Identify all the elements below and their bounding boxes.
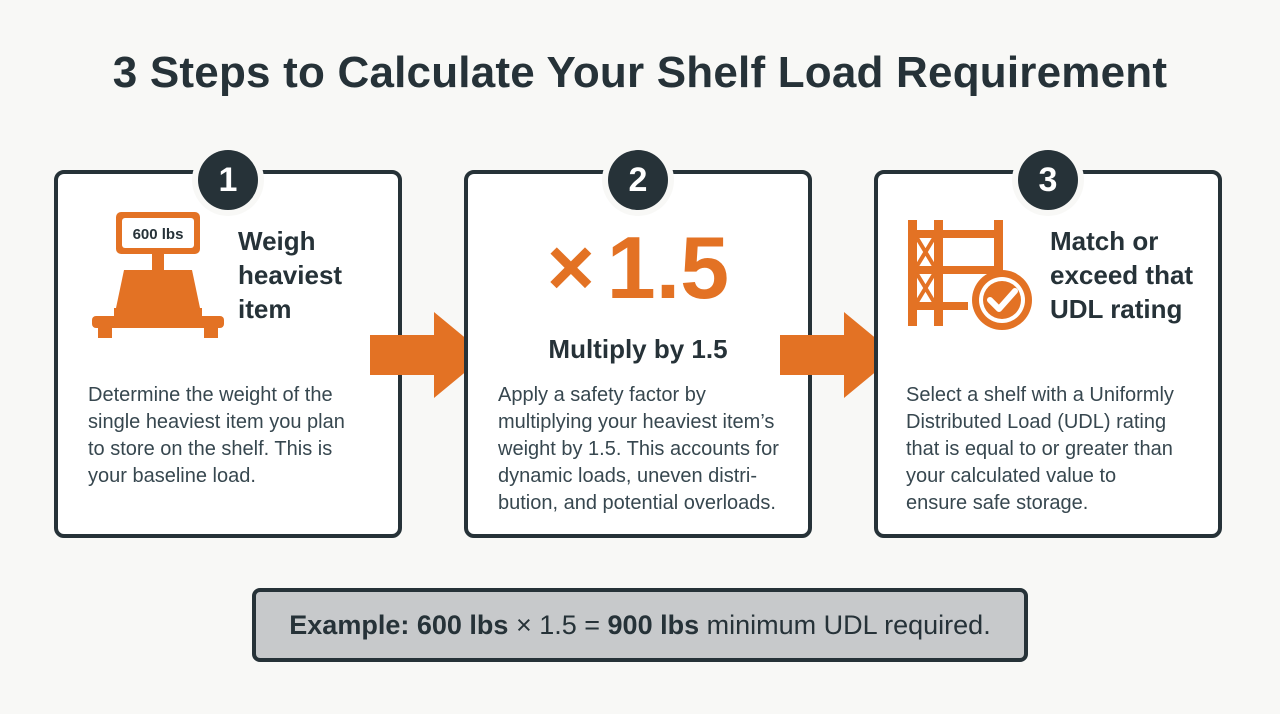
multiply-symbol: × [546, 222, 595, 313]
step-card-2 [464, 161, 812, 538]
example-input-weight: 600 lbs [416, 610, 509, 640]
step-description-line: your calculated value to [906, 465, 1117, 487]
step-description-line: single heaviest item you plan [88, 411, 345, 433]
step-heading-line: Match or [1050, 226, 1159, 256]
step-number-badge: 2 [608, 150, 668, 210]
example-banner [252, 588, 1028, 662]
step-description-line: Distributed Load (UDL) rating [906, 411, 1167, 433]
step-number-badge: 3 [1018, 150, 1078, 210]
step-description-line: multiplying your heaviest item’s [498, 411, 775, 433]
step-description-line: your baseline load. [88, 465, 256, 487]
step-card-3 [874, 161, 1222, 538]
step-heading-line: exceed that [1050, 260, 1194, 290]
step-heading-line: item [238, 294, 292, 324]
example-result-weight: 900 lbs [607, 610, 700, 640]
step-description-line: weight by 1.5. This accounts for [498, 438, 779, 460]
step-description-line: Apply a safety factor by [498, 384, 706, 406]
example-suffix: minimum UDL required. [706, 610, 991, 640]
step-description-line: ensure safe storage. [906, 492, 1089, 514]
shelf-check-icon [904, 216, 1044, 336]
step-description [498, 382, 779, 517]
step-heading [468, 332, 808, 366]
step-card-1 [54, 161, 402, 538]
step-heading [238, 224, 342, 326]
step-description-line: that is equal to or greater than [906, 438, 1173, 460]
step-description-line: to store on the shelf. This is [88, 438, 333, 460]
example-label: Example: [289, 610, 410, 640]
page-title: 3 Steps to Calculate Your Shelf Load Requirement [112, 48, 1168, 97]
step-heading-line: Weigh [238, 226, 316, 256]
scale-icon [86, 204, 226, 344]
multiply-icon [468, 218, 808, 318]
step-description-line: bution, and potential overloads. [498, 492, 776, 514]
step-heading-line: heaviest [238, 260, 343, 290]
multiplier-value: 1.5 [606, 218, 730, 317]
scale-display-label: 600 lbs [132, 226, 184, 243]
step-heading-line: Multiply by 1.5 [548, 334, 728, 364]
step-description-line: dynamic loads, uneven distri- [498, 465, 758, 487]
step-description [906, 382, 1174, 517]
step-heading-line: UDL rating [1050, 294, 1183, 324]
step-heading [1050, 224, 1193, 326]
example-operator: × 1.5 = [515, 610, 601, 640]
step-description [88, 382, 345, 490]
step-number-badge: 1 [198, 150, 258, 210]
step-description-line: Determine the weight of the [88, 384, 333, 406]
step-description-line: Select a shelf with a Uniformly [906, 384, 1174, 406]
